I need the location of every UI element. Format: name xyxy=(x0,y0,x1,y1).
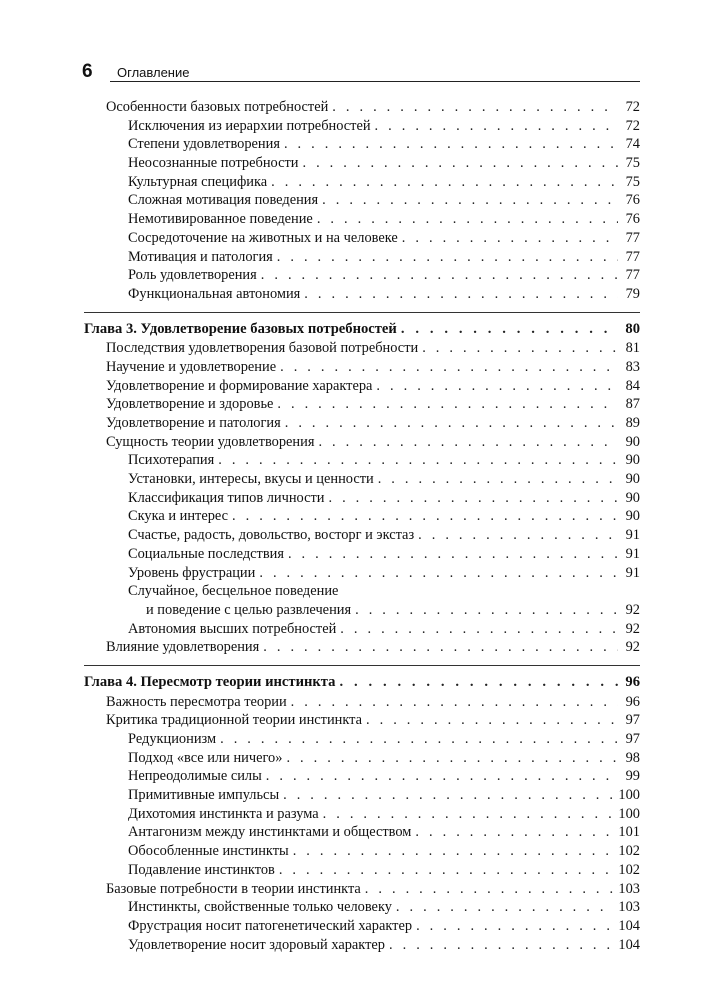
toc-page-number: 72 xyxy=(625,99,640,115)
dot-leader xyxy=(396,898,614,917)
dot-leader xyxy=(422,339,618,358)
toc-page-number: 92 xyxy=(625,639,640,656)
toc-page-number: 91 xyxy=(625,545,640,562)
toc-entry-title: Функциональная автономия xyxy=(128,285,301,302)
header-rule xyxy=(110,81,640,82)
toc-page-number: 90 xyxy=(625,452,640,469)
dot-leader xyxy=(261,266,618,285)
toc-page-number: 90 xyxy=(625,471,640,488)
toc-page-number: 103 xyxy=(618,899,640,916)
toc-entry[interactable] xyxy=(84,285,640,304)
toc-entry-title: Антагонизм между инстинктами и обществом xyxy=(128,824,412,841)
toc-page-number: 99 xyxy=(625,768,640,785)
toc-entry-title: Базовые потребности в теории инстинкта xyxy=(106,880,361,897)
toc-entry-title: Роль удовлетворения xyxy=(128,267,257,284)
toc-entry[interactable] xyxy=(84,526,640,545)
toc-entry-title: Дихотомия инстинкта и разума xyxy=(128,805,319,822)
toc-entry-title: Исключения из иерархии потребностей xyxy=(128,117,371,134)
toc-entry[interactable] xyxy=(84,117,640,136)
dot-leader xyxy=(328,489,618,508)
dot-leader xyxy=(280,358,618,377)
dot-leader xyxy=(418,526,618,545)
dot-leader xyxy=(266,767,618,786)
toc-entry-title: Глава 3. Удовлетворение базовых потребностей xyxy=(84,320,397,337)
running-head: Оглавление xyxy=(117,65,190,80)
dot-leader xyxy=(415,823,614,842)
toc-page-number: 75 xyxy=(625,155,640,172)
dot-leader xyxy=(220,730,618,749)
dot-leader xyxy=(416,917,614,936)
toc-entry-title: Редукционизм xyxy=(128,731,217,747)
toc-entry-title: Психотерапия xyxy=(128,452,215,469)
dot-leader xyxy=(293,842,615,861)
toc-entry[interactable] xyxy=(84,805,640,824)
toc-page-number: 104 xyxy=(618,917,640,934)
toc-page-number: 90 xyxy=(625,489,640,506)
toc-entry-title: Подход «все или ничего» xyxy=(128,749,283,766)
dot-leader xyxy=(323,805,615,824)
toc-chapter-entry[interactable] xyxy=(84,673,640,692)
toc-entry-title: Сущность теории удовлетворения xyxy=(106,433,315,450)
toc-page-number: 98 xyxy=(625,749,640,766)
toc-entry[interactable] xyxy=(84,395,640,414)
dot-leader xyxy=(304,285,618,304)
toc-entry[interactable] xyxy=(84,936,640,955)
toc-entry[interactable] xyxy=(84,730,640,749)
toc-entry[interactable] xyxy=(84,191,640,210)
toc-entry[interactable] xyxy=(84,98,640,117)
toc-entry[interactable] xyxy=(84,377,640,396)
dot-leader xyxy=(285,414,618,433)
toc-page-number: 92 xyxy=(625,601,640,618)
toc-page-number: 72 xyxy=(625,117,640,134)
dot-leader xyxy=(302,154,618,173)
dot-leader xyxy=(259,564,618,583)
dot-leader xyxy=(339,673,618,692)
toc-page-number: 91 xyxy=(625,527,640,544)
toc-entry-title: Последствия удовлетворения базовой потребности xyxy=(106,340,419,357)
toc-entry-title: и поведение с целью развлечения xyxy=(146,601,352,618)
toc-entry[interactable] xyxy=(84,545,640,564)
toc-entry[interactable] xyxy=(84,229,640,248)
toc-entry-title: Критика традиционной теории инстинкта xyxy=(106,712,363,729)
toc-entry-title: Примитивные импульсы xyxy=(128,787,280,804)
toc-entry[interactable] xyxy=(84,601,640,620)
toc-page-number: 77 xyxy=(625,248,640,265)
toc-entry-title: Мотивация и патология xyxy=(128,248,273,265)
toc-entry-line[interactable] xyxy=(84,582,640,601)
toc-entry[interactable] xyxy=(84,823,640,842)
toc-entry-title: Счастье, радость, довольство, восторг и экстаз xyxy=(128,527,415,544)
dot-leader xyxy=(322,191,618,210)
toc-page-number: 97 xyxy=(625,712,640,729)
toc-entry[interactable] xyxy=(84,767,640,786)
dot-leader xyxy=(402,229,618,248)
toc-page-number: 80 xyxy=(625,320,640,337)
toc-entry[interactable] xyxy=(84,880,640,899)
toc-page-number: 84 xyxy=(625,377,640,394)
toc-entry[interactable] xyxy=(84,693,640,712)
toc-entry-title: Удовлетворение и патология xyxy=(106,415,281,431)
toc-page-number: 96 xyxy=(625,693,640,710)
toc-entry[interactable] xyxy=(84,620,640,639)
toc-entry[interactable] xyxy=(84,861,640,880)
dot-leader xyxy=(378,470,618,489)
toc-page-number: 97 xyxy=(625,731,640,747)
toc-page-number: 101 xyxy=(618,824,640,841)
toc-entry[interactable] xyxy=(84,842,640,861)
dot-leader xyxy=(376,377,618,396)
toc-entry[interactable] xyxy=(84,564,640,583)
dot-leader xyxy=(365,880,615,899)
toc-chapter-entry[interactable] xyxy=(84,320,640,339)
toc-entry[interactable] xyxy=(84,433,640,452)
dot-leader xyxy=(317,210,618,229)
toc-entry-title: Сосредоточение на животных и на человеке xyxy=(128,229,398,246)
dot-leader xyxy=(355,601,618,620)
toc-entry-title: Сложная мотивация поведения xyxy=(128,192,319,209)
dot-leader xyxy=(340,620,618,639)
toc-entry-title: Влияние удовлетворения xyxy=(106,639,260,656)
toc-entry-title: Установки, интересы, вкусы и ценности xyxy=(128,471,374,488)
toc-entry[interactable] xyxy=(84,786,640,805)
dot-leader xyxy=(332,98,618,117)
page-number: 6 xyxy=(82,61,93,82)
toc-page-number: 100 xyxy=(618,805,640,822)
dot-leader xyxy=(318,433,618,452)
toc-page-number: 76 xyxy=(625,192,640,209)
toc-page-number: 76 xyxy=(625,211,640,228)
dot-leader xyxy=(401,320,618,339)
toc-page-number: 90 xyxy=(625,433,640,450)
toc-entry[interactable] xyxy=(84,248,640,267)
dot-leader xyxy=(284,135,618,154)
toc-entry[interactable] xyxy=(84,451,640,470)
toc-entry-title: Неосознанные потребности xyxy=(128,155,299,172)
toc-entry[interactable] xyxy=(84,266,640,285)
toc-entry[interactable] xyxy=(84,470,640,489)
toc-entry-title: Немотивированное поведение xyxy=(128,211,313,228)
toc-page-number: 77 xyxy=(625,267,640,284)
toc-entry-title: Научение и удовлетворение xyxy=(106,358,277,375)
dot-leader xyxy=(375,117,618,136)
toc-entry-title: Скука и интерес xyxy=(128,508,229,525)
toc-entry[interactable] xyxy=(84,507,640,526)
dot-leader xyxy=(263,638,618,657)
toc-entry-title: Случайное, бесцельное поведение xyxy=(128,583,339,600)
dot-leader xyxy=(218,451,618,470)
dot-leader xyxy=(288,545,618,564)
toc-page-number: 90 xyxy=(625,508,640,525)
dot-leader xyxy=(279,861,615,880)
toc-entry-title: Глава 4. Пересмотр теории инстинкта xyxy=(84,673,336,690)
toc-entry[interactable] xyxy=(84,917,640,936)
toc-page-number: 92 xyxy=(625,620,640,637)
toc-entry-title: Обособленные инстинкты xyxy=(128,843,289,860)
toc-entry-title: Особенности базовых потребностей xyxy=(106,99,329,115)
toc-entry-title: Важность пересмотра теории xyxy=(106,693,287,710)
toc-page-number: 89 xyxy=(625,415,640,431)
toc-entry-title: Удовлетворение носит здоровый характер xyxy=(128,936,385,953)
toc-entry-title: Инстинкты, свойственные только человеку xyxy=(128,899,392,916)
toc-entry[interactable] xyxy=(84,210,640,229)
toc-entry-title: Фрустрация носит патогенетический характер xyxy=(128,917,413,934)
toc-entry-title: Социальные последствия xyxy=(128,545,284,562)
toc-page-number: 104 xyxy=(618,936,640,953)
toc-entry[interactable] xyxy=(84,898,640,917)
toc-entry[interactable] xyxy=(84,414,640,433)
toc-page-number: 102 xyxy=(618,843,640,860)
toc-page-number: 79 xyxy=(625,285,640,302)
dot-leader xyxy=(271,173,618,192)
dot-leader xyxy=(389,936,614,955)
dot-leader xyxy=(286,749,618,768)
toc-entry[interactable] xyxy=(84,173,640,192)
toc-page-number: 102 xyxy=(618,861,640,878)
toc-page-number: 96 xyxy=(625,673,640,690)
toc-entry-title: Непреодолимые силы xyxy=(128,768,262,785)
toc-entry-title: Подавление инстинктов xyxy=(128,861,275,878)
toc-entry-title: Удовлетворение и здоровье xyxy=(106,396,274,413)
toc-entry[interactable] xyxy=(84,358,640,377)
toc-entry[interactable] xyxy=(84,711,640,730)
toc-page-number: 83 xyxy=(625,358,640,375)
dot-leader xyxy=(277,248,618,267)
toc-entry[interactable] xyxy=(84,638,640,657)
toc-entry-title: Степени удовлетворения xyxy=(128,136,280,153)
dot-leader xyxy=(232,507,618,526)
toc-entry-title: Уровень фрустрации xyxy=(128,564,256,581)
toc-page-number: 74 xyxy=(625,136,640,153)
toc-page-number: 75 xyxy=(625,173,640,190)
toc-page-number: 91 xyxy=(625,564,640,581)
dot-leader xyxy=(366,711,618,730)
dot-leader xyxy=(291,693,618,712)
toc-page-number: 103 xyxy=(618,880,640,897)
toc-entry-title: Классификация типов личности xyxy=(128,489,325,506)
toc-entry[interactable] xyxy=(84,749,640,768)
toc-entry-title: Культурная специфика xyxy=(128,173,268,190)
toc-entry[interactable] xyxy=(84,154,640,173)
toc-page-number: 81 xyxy=(625,340,640,357)
dot-leader xyxy=(277,395,618,414)
table-of-contents xyxy=(84,98,640,954)
toc-page-number: 77 xyxy=(625,229,640,246)
toc-entry[interactable] xyxy=(84,489,640,508)
toc-entry-title: Автономия высших потребностей xyxy=(128,620,337,637)
toc-page-number: 87 xyxy=(625,396,640,413)
dot-leader xyxy=(283,786,614,805)
toc-page-number: 100 xyxy=(618,787,640,804)
toc-entry[interactable] xyxy=(84,135,640,154)
toc-entry[interactable] xyxy=(84,339,640,358)
toc-entry-title: Удовлетворение и формирование характера xyxy=(106,377,373,394)
